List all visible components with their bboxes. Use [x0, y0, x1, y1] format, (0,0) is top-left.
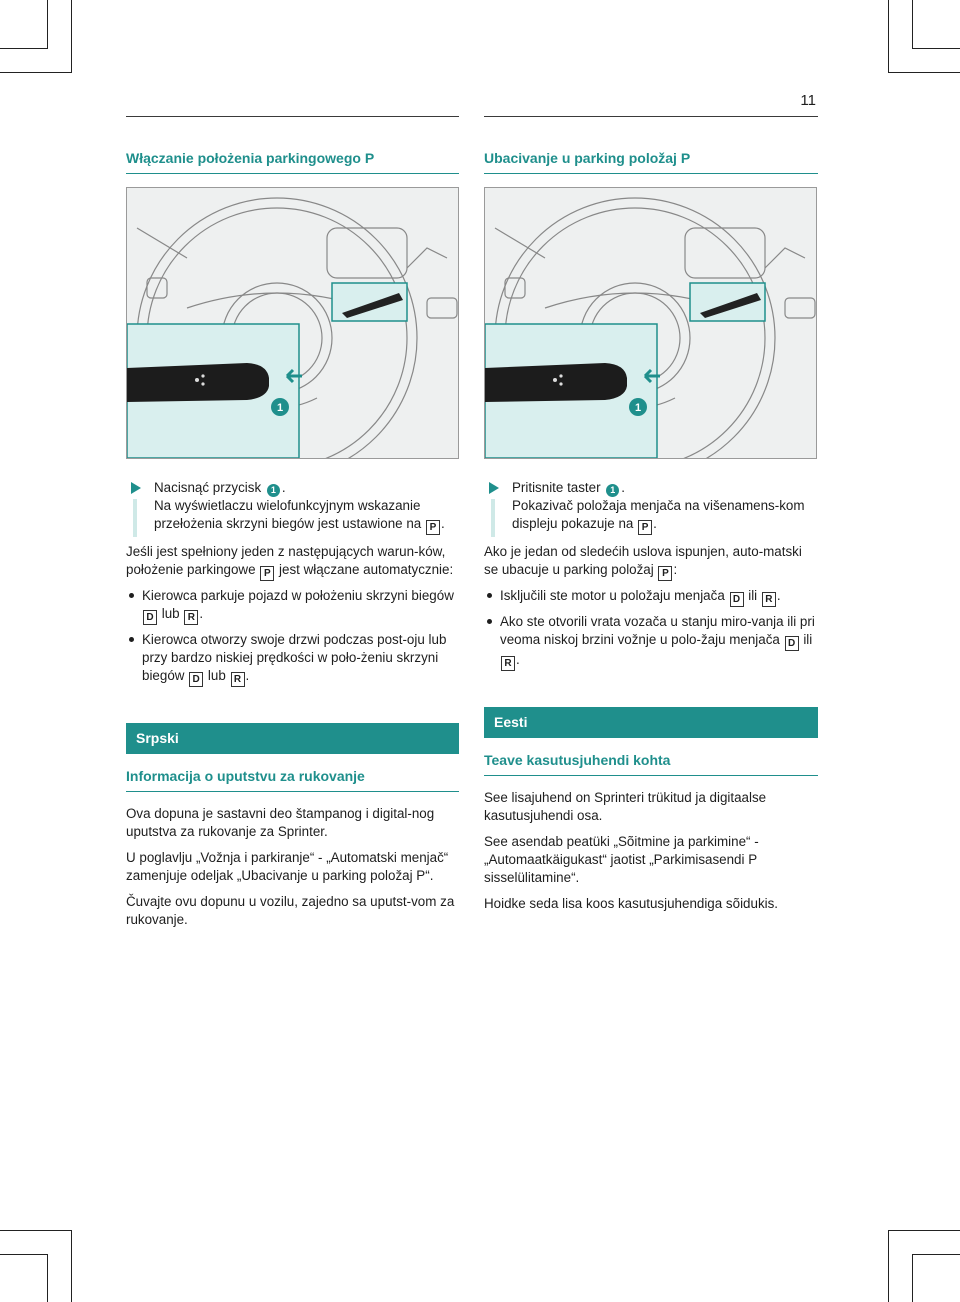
figure-callout: 1 [276, 402, 284, 414]
crop-mark [912, 0, 913, 48]
paragraph-text: Ako je jedan od sledećih uslova ispunjen, auto-matski se ubacuje u parking položaj [484, 544, 802, 577]
list-item [126, 631, 459, 687]
section-heading: Informacija o uputstvu za rukovanje [126, 768, 459, 792]
step-arrow-icon [489, 482, 499, 494]
crop-mark [888, 72, 960, 73]
bullet-icon [129, 637, 134, 642]
step-bar [491, 499, 495, 537]
step-result: Na wyświetlaczu wielofunkcyjnym wskazanie przełożenia skrzyni biegów jest ustawione na [154, 498, 422, 531]
list-text: . [516, 652, 520, 667]
section-heading: Ubacivanje u parking položaj P [484, 150, 818, 174]
gear-key-p: P [426, 520, 440, 535]
page-number: 11 [800, 92, 816, 109]
figure-callout: 1 [634, 402, 642, 414]
instruction-step [126, 479, 459, 535]
crop-mark [0, 1254, 48, 1255]
crop-mark [0, 1230, 72, 1231]
gear-key-d: D [143, 610, 157, 625]
steering-wheel-illustration [484, 187, 817, 459]
gear-key-p: P [658, 566, 672, 581]
crop-mark [47, 1254, 48, 1302]
language-bar: Srpski [126, 723, 459, 754]
gear-key-d: D [785, 636, 799, 651]
crop-mark [912, 1254, 913, 1302]
header-rule [126, 116, 459, 117]
paragraph: See lisajuhend on Sprinteri trükitud ja digitaalse kasutusjuhendi osa. [484, 790, 767, 823]
right-column [484, 150, 818, 913]
list-text: . [776, 588, 781, 603]
step-text: Pritisnite taster [512, 480, 601, 495]
gear-key-d: D [730, 592, 744, 607]
list-text: Kierowca parkuje pojazd w położeniu skrzyni biegów [142, 588, 454, 603]
paragraph: See asendab peatüki „Sõitmine ja parkimine“ - „Automaatkäigukast“ jaotist „Parkimisasendi P sisselülitamine“. [484, 834, 759, 885]
crop-mark [888, 1230, 960, 1231]
list-text: ili [803, 632, 813, 647]
step-text: . [440, 516, 445, 531]
list-text: lub [207, 668, 226, 683]
language-bar: Eesti [484, 707, 818, 738]
gear-key-p: P [638, 520, 652, 535]
instruction-step [484, 479, 818, 535]
list-text: . [199, 606, 204, 621]
list-text: . [245, 668, 250, 683]
section-heading: Teave kasutusjuhendi kohta [484, 752, 818, 776]
header-rule [484, 116, 818, 117]
crop-mark [47, 0, 48, 48]
bullet-list [126, 587, 459, 687]
gear-key-p: P [260, 566, 274, 581]
step-text: . [653, 516, 657, 531]
steering-wheel-illustration [126, 187, 459, 459]
crop-mark [71, 0, 72, 72]
gear-key-d: D [189, 672, 203, 687]
list-item [484, 587, 818, 607]
paragraph: Hoidke seda lisa koos kasutusjuhendiga sõidukis. [484, 896, 779, 911]
paragraph-text: Jeśli jest spełniony jeden z następujących warun-ków, położenie parkingowe [126, 544, 446, 577]
list-item [484, 613, 818, 671]
paragraph-text: : [673, 562, 678, 577]
crop-mark [912, 1254, 960, 1255]
step-arrow-icon [131, 482, 141, 494]
bullet-icon [129, 593, 134, 598]
paragraph [126, 543, 459, 581]
crop-mark [888, 0, 889, 72]
list-text: Ako ste otvorili vrata vozača u stanju miro-vanja ili pri veoma niskoj brzini vožnje u polo-žaju menjača [500, 614, 815, 647]
crop-mark [71, 1230, 72, 1302]
list-text: lub [161, 606, 180, 621]
gear-key-r: R [231, 672, 245, 687]
step-result: Pokazivač položaja menjača na višenamens-kom displeju pokazuje na [512, 498, 805, 531]
paragraph: Čuvajte ovu dopunu u vozilu, zajedno sa uputst-vom za rukovanje. [126, 894, 455, 927]
callout-badge: 1 [606, 484, 619, 497]
left-column [126, 150, 459, 929]
paragraph: U poglavlju „Vožnja i parkiranje“ - „Automatski menjač“ zamenjuje odeljak „Ubacivanje u parking položaj P“. [126, 850, 449, 883]
bullet-icon [487, 593, 492, 598]
step-text: Nacisnąć przycisk [154, 480, 262, 495]
bullet-list [484, 587, 818, 671]
paragraph-text: jest włączane automatycznie: [279, 562, 454, 577]
list-text: ili [748, 588, 758, 603]
crop-mark [888, 1230, 889, 1302]
paragraph: Ova dopuna je sastavni deo štampanog i digital-nog uputstva za rukovanje za Sprinter. [126, 806, 435, 839]
list-text: Kierowca otworzy swoje drzwi podczas post-oju lub przy bardzo niskiej prędkości w poło-żeniu skrzyni biegów [142, 632, 447, 683]
crop-mark [0, 72, 72, 73]
step-text: . [281, 480, 286, 495]
list-item [126, 587, 459, 625]
list-text: Isključili ste motor u položaju menjača [500, 588, 725, 603]
step-bar [133, 499, 137, 537]
gear-key-r: R [501, 656, 515, 671]
section-heading: Włączanie położenia parkingowego P [126, 150, 459, 174]
gear-key-r: R [762, 592, 776, 607]
paragraph [484, 543, 818, 581]
step-text: . [621, 480, 626, 495]
callout-badge: 1 [267, 484, 280, 497]
bullet-icon [487, 619, 492, 624]
crop-mark [0, 48, 48, 49]
gear-key-r: R [184, 610, 198, 625]
crop-mark [912, 48, 960, 49]
